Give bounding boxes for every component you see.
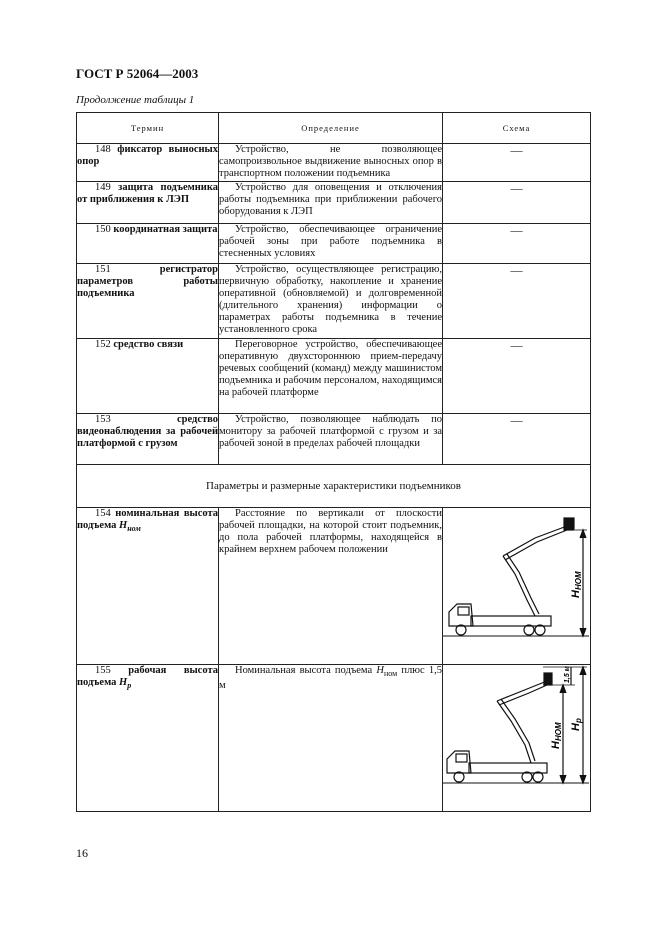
term-number: 151	[95, 264, 111, 275]
work-platform	[544, 673, 552, 685]
term-text: регистратор параметров работы подъемника	[77, 264, 218, 299]
term-text: средство видеонаблюдения за рабочей платформой с грузом	[77, 414, 218, 449]
page-number: 16	[76, 846, 88, 860]
scheme-cell: —	[443, 339, 591, 414]
term-number: 152	[95, 339, 111, 350]
definition-cell: Устройство, осуществляющее регистрацию, первичную обработку, накопление и хранение оперативной (обновляемой) и долговременной (длительного хранения) информации о параметрах работы подъемника в течение установленного срока	[219, 264, 443, 339]
term-cell	[77, 182, 219, 224]
term-text: средство связи	[113, 339, 184, 350]
col-header-scheme: Схема	[443, 113, 591, 144]
symbol-subscript: р	[127, 681, 132, 691]
scheme-cell: —	[443, 144, 591, 182]
symbol-letter: H	[119, 520, 128, 531]
dimension-label: HНОМ	[570, 571, 583, 598]
definition-cell: Расстояние по вертикали от плоскости рабочей площадки, на которой стоит подъемник, до пола рабочей платформы, находящейся в крайнем верхнем рабочем положении	[219, 508, 443, 665]
lift-nominal-height-diagram	[443, 508, 589, 664]
term-number: 154	[95, 508, 111, 519]
dimension-label-working: Hр	[570, 718, 583, 731]
scheme-cell	[443, 665, 591, 812]
term-number: 155	[95, 665, 111, 676]
symbol-letter: H	[119, 677, 128, 688]
term-number: 149	[95, 182, 111, 193]
work-platform	[564, 518, 574, 530]
boom-upper	[497, 681, 547, 701]
section-row	[77, 465, 591, 508]
definition-cell: Устройство, не позволяющее самопроизвольное выдвижение выносных опор в транспортном положении подъемника	[219, 144, 443, 182]
col-header-definition: Определение	[219, 113, 443, 144]
table-row	[77, 264, 591, 339]
definition-text: Номинальная высота подъема	[235, 665, 377, 676]
table-row	[77, 144, 591, 182]
term-number: 148	[95, 144, 111, 155]
truck-chassis	[469, 763, 547, 773]
term-text: координатная защита	[113, 224, 218, 235]
table-continuation-label: Продолжение таблицы 1	[76, 94, 195, 106]
boom-lower	[497, 701, 531, 763]
term-text: фиксатор выносных опор	[77, 144, 218, 167]
term-cell	[77, 264, 219, 339]
term-number: 153	[95, 414, 111, 425]
definition-cell: Устройство, обеспечивающее ограничение рабочей зоны при работе подъемника в стесненных условиях	[219, 224, 443, 264]
dimension-label-nominal: HНОМ	[550, 722, 563, 749]
definition-text: плюс 1,5 м	[219, 665, 442, 692]
boom-upper-parallel	[499, 685, 547, 705]
boom-lower	[503, 556, 535, 616]
section-title: Параметры и размерные характеристики подъемников	[77, 465, 591, 508]
col-header-term: Термин	[77, 113, 219, 144]
term-number: 150	[95, 224, 111, 235]
symbol-subscript: ном	[127, 524, 141, 534]
definition-symbol-subscript: ном	[383, 669, 398, 679]
table-header-row	[77, 113, 591, 144]
scheme-cell: —	[443, 224, 591, 264]
scheme-cell: —	[443, 264, 591, 339]
table-row	[77, 224, 591, 264]
table-row	[77, 414, 591, 465]
table-row	[77, 339, 591, 414]
boom-lower-parallel	[501, 699, 535, 761]
term-symbol	[119, 677, 132, 691]
scheme-cell: —	[443, 182, 591, 224]
definition-cell	[219, 665, 443, 812]
boom-upper	[503, 526, 567, 556]
lift-working-height-diagram	[443, 665, 589, 811]
table-row	[77, 182, 591, 224]
scheme-cell	[443, 508, 591, 665]
term-symbol	[119, 520, 141, 534]
boom-lower-parallel	[507, 554, 539, 614]
term-cell	[77, 665, 219, 812]
term-text: рабочая высота подъема	[77, 665, 218, 688]
term-cell	[77, 339, 219, 414]
table-row	[77, 508, 591, 665]
truck-window	[458, 607, 469, 615]
terms-table	[76, 112, 591, 812]
term-text: защита подъемника от приближения к ЛЭП	[77, 182, 218, 205]
term-cell	[77, 414, 219, 465]
dimension-label-offset: 1,5 м	[564, 666, 571, 683]
document-header: ГОСТ Р 52064—2003	[76, 66, 199, 81]
definition-symbol: H	[376, 665, 384, 676]
term-cell	[77, 508, 219, 665]
definition-cell: Переговорное устройство, обеспечивающее оперативную двухстороннюю прием-передачу речевых сообщений (команд) между машинистом подъемника и рабочим персоналом, находящимся на рабочей платформе	[219, 339, 443, 414]
truck-window	[456, 754, 467, 762]
definition-cell: Устройство, позволяющее наблюдать по монитору за рабочей платформой с грузом и за рабочей зоной в пределах рабочей площадки	[219, 414, 443, 465]
definition-cell: Устройство для оповещения и отключения работы подъемника при приближении рабочего оборудования к ЛЭП	[219, 182, 443, 224]
table-row	[77, 665, 591, 812]
term-cell	[77, 224, 219, 264]
term-cell	[77, 144, 219, 182]
scheme-cell: —	[443, 414, 591, 465]
boom-upper-parallel	[505, 530, 567, 560]
term-text: номинальная высота подъема	[77, 508, 219, 531]
